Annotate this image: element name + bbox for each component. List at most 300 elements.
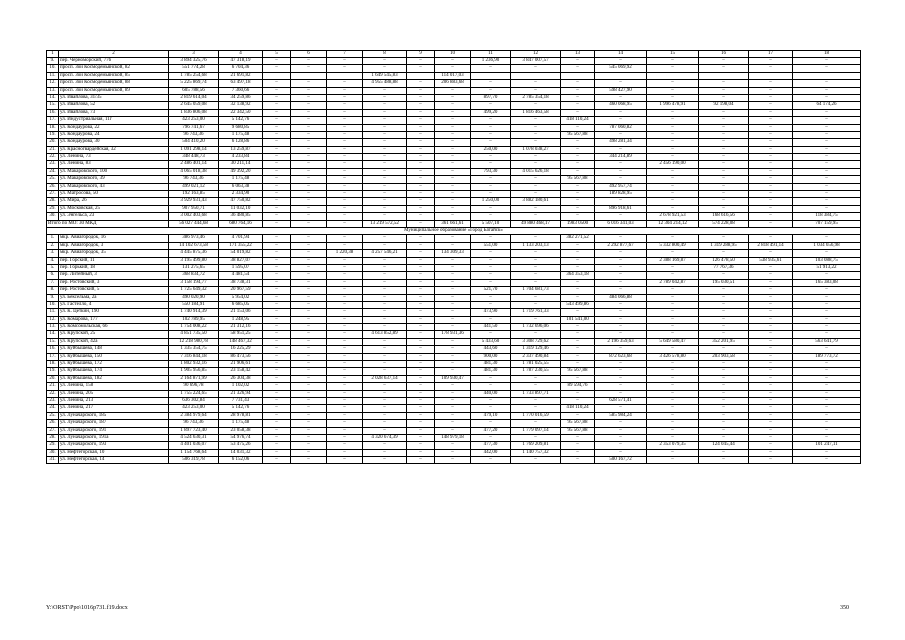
table-row (47, 316, 861, 323)
amount-cell: – (749, 198, 793, 205)
amount-cell: 148 979,18 (435, 434, 471, 441)
municipality-title: Муниципальное образование «Город Батайск» (47, 227, 861, 234)
table-row (47, 427, 861, 434)
amount-cell: 21 326,94 (219, 390, 263, 397)
address-cell: ул. К. Цеткин, 190 (59, 309, 169, 316)
amount-cell: – (435, 198, 471, 205)
column-number: 2 (59, 51, 169, 58)
amount-cell: 38 738,31 (219, 279, 263, 286)
amount-cell: – (327, 80, 363, 87)
amount-cell: – (435, 301, 471, 308)
row-number: 5. (47, 264, 59, 271)
address-cell: ул. Бексельма, 2а (59, 294, 169, 301)
amount-cell: 3 929 931,43 (169, 198, 219, 205)
amount-cell: – (263, 346, 291, 353)
page-number: 350 (840, 605, 849, 611)
table-row (47, 102, 861, 109)
amount-cell: – (595, 272, 647, 279)
amount-cell: 499,20 (471, 109, 511, 116)
amount-cell: 5 649 580,47 (647, 338, 699, 345)
amount-cell: – (793, 146, 861, 153)
address-cell: просп. Зои Космодемьянской, 88 (59, 80, 169, 87)
table-row (47, 309, 861, 316)
amount-cell: 36 480,85 (219, 213, 263, 220)
amount-cell: 2 384 979,64 (169, 412, 219, 419)
amount-cell: – (327, 198, 363, 205)
amount-cell: – (435, 383, 471, 390)
amount-cell: – (291, 250, 327, 257)
amount-cell: – (647, 294, 699, 301)
amount-cell: – (327, 324, 363, 331)
amount-cell: 1 649 545,83 (363, 72, 407, 79)
amount-cell: – (291, 58, 327, 65)
amount-cell: 131 275,65 (169, 264, 219, 271)
table-row (47, 146, 861, 153)
amount-cell: 442,00 (471, 449, 511, 456)
amount-cell: – (699, 383, 749, 390)
amount-cell: – (561, 257, 595, 264)
address-cell: ул. Красногвардейская, 32 (59, 146, 169, 153)
amount-cell: – (435, 154, 471, 161)
row-number: 24. (47, 405, 59, 412)
amount-cell: 538 935,61 (749, 257, 793, 264)
address-cell: ул. Комсомольская, 66 (59, 324, 169, 331)
amount-cell: – (699, 390, 749, 397)
amount-cell: – (471, 316, 511, 323)
amount-cell: – (363, 102, 407, 109)
address-cell: ул. Гастелло, 4 (59, 301, 169, 308)
row-number: 13. (47, 87, 59, 94)
amount-cell: – (435, 368, 471, 375)
amount-cell: – (561, 250, 595, 257)
amount-cell: – (749, 449, 793, 456)
amount-cell: – (363, 279, 407, 286)
address-cell: ул. Нефтегорская, 10 (59, 449, 169, 456)
amount-cell: – (595, 346, 647, 353)
amount-cell: – (699, 65, 749, 72)
amount-cell: – (511, 257, 561, 264)
amount-cell: – (647, 250, 699, 257)
amount-cell: 348 448,73 (169, 154, 219, 161)
amount-cell: – (435, 420, 471, 427)
amount-cell: 460 068,95 (595, 102, 647, 109)
amount-cell: – (435, 94, 471, 101)
amount-cell: – (699, 176, 749, 183)
amount-cell: 543 499,86 (561, 301, 595, 308)
amount-cell: – (595, 331, 647, 338)
amount-cell (595, 72, 647, 79)
amount-cell: 2 789 042,87 (647, 279, 699, 286)
amount-cell: – (647, 117, 699, 124)
amount-cell: – (263, 316, 291, 323)
amount-cell: – (647, 427, 699, 434)
amount-cell: 4 613 852,89 (363, 331, 407, 338)
amount-cell: – (511, 131, 561, 138)
amount-cell: 551 774,28 (169, 65, 219, 72)
amount-cell: – (435, 117, 471, 124)
amount-cell: – (363, 235, 407, 242)
amount-cell: – (435, 87, 471, 94)
amount-cell: – (595, 301, 647, 308)
amount-cell: – (407, 338, 435, 345)
amount-cell: – (291, 397, 327, 404)
amount-cell: – (327, 405, 363, 412)
address-cell: ул. Комарова, 177 (59, 316, 169, 323)
amount-cell: 1 897 723,40 (169, 427, 219, 434)
column-number: 6 (291, 51, 327, 58)
amount-cell: – (407, 420, 435, 427)
amount-cell: – (435, 213, 471, 220)
amount-cell: 1 319 288,95 (699, 242, 749, 249)
amount-cell: 796 741,67 (169, 124, 219, 131)
row-number: 14. (47, 331, 59, 338)
amount-cell: – (263, 124, 291, 131)
amount-cell: – (699, 168, 749, 175)
amount-cell: – (471, 176, 511, 183)
amount-cell: 103 088,75 (793, 257, 861, 264)
total-amount: 574 228,08 (699, 220, 749, 227)
amount-cell: – (699, 434, 749, 441)
amount-cell: – (327, 383, 363, 390)
amount-cell: 64 174,26 (793, 102, 861, 109)
amount-cell: – (511, 205, 561, 212)
table-row (47, 109, 861, 116)
amount-cell: 86 473,56 (219, 353, 263, 360)
amount-cell: 2 292 877,67 (595, 242, 647, 249)
amount-cell: – (749, 457, 793, 464)
amount-cell: – (471, 294, 511, 301)
column-number: 17 (749, 51, 793, 58)
amount-cell: – (363, 168, 407, 175)
amount-cell: – (327, 87, 363, 94)
amount-cell: 440,00 (471, 390, 511, 397)
amount-cell: – (793, 420, 861, 427)
amount-cell: – (435, 353, 471, 360)
amount-cell: – (561, 154, 595, 161)
amount-cell: 2 028 637,14 (363, 375, 407, 382)
amount-cell: – (263, 272, 291, 279)
amount-cell: – (699, 287, 749, 294)
amount-cell: – (647, 287, 699, 294)
amount-cell: 3 158 194,77 (169, 279, 219, 286)
amount-cell (291, 72, 327, 79)
amount-cell: – (749, 434, 793, 441)
amount-cell: – (647, 87, 699, 94)
amount-cell: 14 031,32 (219, 449, 263, 456)
amount-cell: – (749, 316, 793, 323)
table-row (47, 361, 861, 368)
table-row (47, 205, 861, 212)
amount-cell: – (793, 457, 861, 464)
amount-cell: – (793, 87, 861, 94)
amount-cell: – (327, 109, 363, 116)
amount-cell: – (363, 198, 407, 205)
amount-cell: 1 732 696,06 (511, 324, 561, 331)
amount-cell: – (363, 457, 407, 464)
address-cell: ул. Макаровского, 39 (59, 176, 169, 183)
amount-cell: – (595, 309, 647, 316)
amount-cell: – (647, 331, 699, 338)
amount-cell: – (407, 442, 435, 449)
amount-cell: 96 743,36 (169, 420, 219, 427)
amount-cell: – (471, 279, 511, 286)
amount-cell: – (595, 361, 647, 368)
amount-cell: – (327, 294, 363, 301)
amount-cell: – (363, 383, 407, 390)
amount-cell: 53 475,26 (219, 442, 263, 449)
amount-cell: – (749, 109, 793, 116)
amount-cell: – (699, 154, 749, 161)
amount-cell: – (363, 361, 407, 368)
amount-cell: – (749, 65, 793, 72)
amount-cell: – (647, 316, 699, 323)
column-number-row (47, 51, 861, 58)
amount-cell: – (749, 427, 793, 434)
amount-cell: – (647, 176, 699, 183)
amount-cell: – (699, 324, 749, 331)
amount-cell: 92 198,04 (699, 102, 749, 109)
amount-cell: – (471, 272, 511, 279)
amount-cell: – (595, 146, 647, 153)
amount-cell: – (561, 361, 595, 368)
amount-cell: 21 153,06 (219, 309, 263, 316)
amount-cell: – (407, 434, 435, 441)
row-number: 8. (47, 287, 59, 294)
row-number: 4. (47, 257, 59, 264)
amount-cell: 1 091 298,14 (169, 146, 219, 153)
amount-cell: 6 685,05 (219, 301, 263, 308)
amount-cell: 23 158,42 (219, 368, 263, 375)
amount-cell: – (471, 213, 511, 220)
table-row (47, 94, 861, 101)
amount-cell: – (407, 375, 435, 382)
amount-cell: – (263, 294, 291, 301)
table-row (47, 279, 861, 286)
amount-cell: 1 250,00 (471, 198, 511, 205)
amount-cell: 58 951,25 (219, 331, 263, 338)
address-cell: пер. Горький, 18 (59, 264, 169, 271)
amount-cell: 51 913,22 (793, 264, 861, 271)
amount-cell: – (407, 257, 435, 264)
amount-cell: – (511, 139, 561, 146)
address-cell: пер. Ростовский, 5 (59, 287, 169, 294)
amount-cell: – (749, 139, 793, 146)
amount-cell: 7 360,66 (219, 87, 263, 94)
amount-cell: – (595, 427, 647, 434)
amount-cell: – (291, 331, 327, 338)
amount-cell: – (407, 412, 435, 419)
amount-cell: – (699, 272, 749, 279)
amount-cell: – (749, 346, 793, 353)
amount-cell: – (511, 183, 561, 190)
amount-cell: – (749, 353, 793, 360)
amount-cell: – (511, 279, 561, 286)
amount-cell: – (561, 205, 595, 212)
amount-cell: – (327, 242, 363, 249)
row-number: 26. (47, 183, 59, 190)
table-row (47, 412, 861, 419)
amount-cell: 5 225 869,74 (169, 80, 219, 87)
amount-cell: – (647, 390, 699, 397)
amount-cell: – (435, 124, 471, 131)
column-number: 16 (699, 51, 749, 58)
amount-cell: – (263, 324, 291, 331)
amount-cell: – (291, 176, 327, 183)
amount-cell: – (435, 205, 471, 212)
amount-cell: – (263, 58, 291, 65)
row-number: 21. (47, 383, 59, 390)
amount-cell: – (291, 353, 327, 360)
table-row (47, 442, 861, 449)
amount-cell: – (435, 287, 471, 294)
row-number: 15. (47, 338, 59, 345)
amount-cell: 2 785 354,18 (511, 94, 561, 101)
amount-cell: – (561, 449, 595, 456)
amount-cell: – (363, 131, 407, 138)
amount-cell: – (749, 80, 793, 87)
table-row (47, 405, 861, 412)
amount-cell: – (647, 420, 699, 427)
amount-cell: – (749, 361, 793, 368)
amount-cell: 521,70 (471, 287, 511, 294)
table-row (47, 183, 861, 190)
amount-cell: 4 257 546,21 (363, 250, 407, 257)
amount-cell: – (647, 346, 699, 353)
amount-cell: – (595, 257, 647, 264)
amount-cell: 1 905 956,85 (169, 368, 219, 375)
amount-cell (749, 72, 793, 79)
amount-cell: – (511, 397, 561, 404)
amount-cell: – (363, 264, 407, 271)
row-number: 26. (47, 420, 59, 427)
amount-cell: – (699, 301, 749, 308)
amount-cell: – (793, 331, 861, 338)
row-number: 21. (47, 146, 59, 153)
amount-cell: 168 616,56 (699, 213, 749, 220)
address-cell: ул. Нефтегорская, 14 (59, 457, 169, 464)
amount-cell: – (291, 87, 327, 94)
amount-cell: – (647, 58, 699, 65)
total-amount: 680 764,16 (219, 220, 263, 227)
amount-cell: 2 819 614,04 (169, 94, 219, 101)
amount-cell: – (699, 316, 749, 323)
amount-cell: – (263, 131, 291, 138)
row-number: 23. (47, 397, 59, 404)
amount-cell: – (407, 301, 435, 308)
address-cell: ул. Московская, 25 (59, 205, 169, 212)
amount-cell: 4 065 018,38 (169, 168, 219, 175)
amount-cell: – (435, 294, 471, 301)
amount-cell: – (749, 264, 793, 271)
address-cell: пер. Горский, 11 (59, 257, 169, 264)
amount-cell: – (699, 368, 749, 375)
total-amount: 13 219 572,52 (363, 220, 407, 227)
amount-cell: – (647, 198, 699, 205)
amount-cell: – (327, 102, 363, 109)
address-cell: просп. Зои Космодемьянской, 82 (59, 65, 169, 72)
amount-cell: – (291, 109, 327, 116)
amount-cell: – (561, 390, 595, 397)
amount-cell: – (793, 198, 861, 205)
amount-cell: – (327, 272, 363, 279)
amount-cell: – (749, 301, 793, 308)
amount-cell: – (263, 338, 291, 345)
amount-cell: 21 312,16 (219, 324, 263, 331)
address-cell: просп. Зои Космодемьянской, 89 (59, 87, 169, 94)
amount-cell: – (363, 338, 407, 345)
row-number: 2. (47, 242, 59, 249)
amount-cell: – (435, 390, 471, 397)
amount-cell: – (561, 457, 595, 464)
amount-cell: – (407, 405, 435, 412)
amount-cell: – (435, 405, 471, 412)
amount-cell: – (435, 309, 471, 316)
address-cell: ул. Матросова, 50 (59, 191, 169, 198)
table-row (47, 124, 861, 131)
amount-cell: – (699, 427, 749, 434)
amount-cell: – (471, 191, 511, 198)
amount-cell: – (647, 457, 699, 464)
amount-cell: 1 102,02 (219, 383, 263, 390)
amount-cell: – (435, 139, 471, 146)
amount-cell: – (793, 434, 861, 441)
amount-cell: 4 445 875,36 (169, 250, 219, 257)
amount-cell: – (793, 65, 861, 72)
address-cell: ул. Крупской, 25 (59, 331, 169, 338)
amount-cell: 418 110,24 (561, 117, 595, 124)
amount-cell: – (699, 191, 749, 198)
amount-cell: – (407, 272, 435, 279)
amount-cell: – (561, 109, 595, 116)
amount-cell: – (363, 442, 407, 449)
amount-cell: – (407, 80, 435, 87)
amount-cell: – (511, 80, 561, 87)
amount-cell: 498 281,34 (595, 139, 647, 146)
amount-cell: – (561, 80, 595, 87)
row-number: 30. (47, 449, 59, 456)
amount-cell: – (363, 176, 407, 183)
address-cell: ул. Мира, 26 (59, 198, 169, 205)
amount-cell: – (595, 442, 647, 449)
amount-cell: – (407, 176, 435, 183)
amount-cell: – (749, 250, 793, 257)
amount-cell: – (749, 331, 793, 338)
amount-cell: – (263, 449, 291, 456)
amount-cell: 1 787 230,55 (511, 368, 561, 375)
amount-cell: – (749, 272, 793, 279)
row-number: 29. (47, 442, 59, 449)
amount-cell: – (561, 279, 595, 286)
amount-cell: – (363, 449, 407, 456)
table-row (47, 353, 861, 360)
amount-cell: – (263, 434, 291, 441)
amount-cell: 90 696,78 (169, 383, 219, 390)
amount-cell: – (291, 168, 327, 175)
amount-cell: 2 678 921,53 (647, 213, 699, 220)
amount-cell: – (407, 427, 435, 434)
amount-cell: – (561, 442, 595, 449)
amount-cell: – (595, 316, 647, 323)
amount-cell: 1 996 478,91 (647, 102, 699, 109)
row-number: 18. (47, 361, 59, 368)
amount-cell: – (471, 117, 511, 124)
amount-cell: – (363, 109, 407, 116)
amount-cell: – (363, 316, 407, 323)
amount-cell: – (793, 301, 861, 308)
column-number: 10 (435, 51, 471, 58)
amount-cell: 492 957,74 (595, 183, 647, 190)
amount-cell: – (327, 146, 363, 153)
